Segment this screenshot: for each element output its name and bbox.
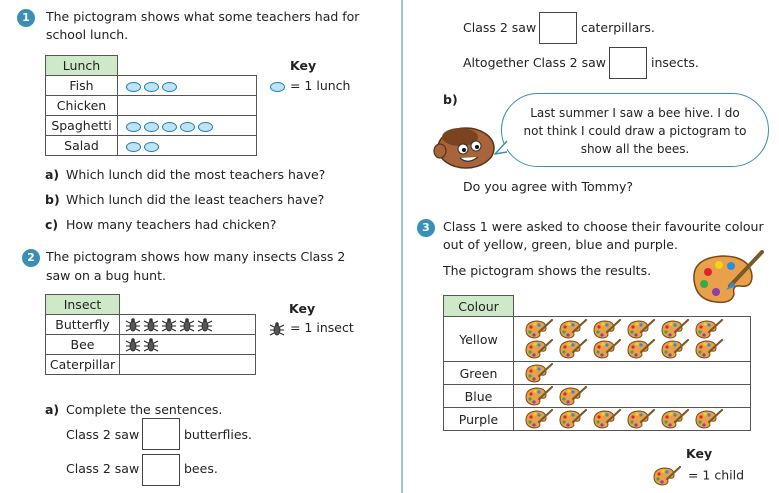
colour-row-label: Blue (444, 385, 514, 408)
lunch-row-label: Spaghetti (46, 116, 118, 136)
q1-b-text: Which lunch did the least teachers have? (66, 192, 325, 207)
bug-icon (142, 336, 160, 351)
paint-palette-icon (522, 321, 556, 336)
lunch-row-label: Fish (46, 76, 118, 96)
q2-b-question: Do you agree with Tommy? (463, 179, 634, 194)
plate-icon (198, 122, 213, 132)
lunch-row-icons (118, 76, 257, 96)
colour-pictogram-table (443, 295, 751, 431)
plate-icon (144, 82, 159, 92)
paint-palette-icon (556, 341, 590, 356)
question-2-number: 2 (22, 249, 40, 267)
q3-intro-line1: Class 1 were asked to choose their favourite colour (443, 219, 764, 234)
q2-key (268, 320, 354, 337)
colour-row-icons (514, 317, 751, 362)
q1-b-label: b) (45, 192, 60, 207)
q2-key-title: Key (289, 301, 316, 316)
paint-palette-icon (692, 321, 726, 336)
colour-row-label: Yellow (444, 317, 514, 362)
bubble-line-1: Last summer I saw a bee hive. I do (530, 106, 740, 120)
paint-palette-icon (624, 341, 658, 356)
bug-icon (124, 336, 142, 351)
bug-icon (178, 316, 196, 331)
insect-row-icons (120, 315, 256, 335)
insect-row-label: Caterpillar (46, 355, 120, 375)
insect-header: Insect (46, 295, 120, 315)
paint-palette-icon (658, 321, 692, 336)
plate-icon (126, 122, 141, 132)
colour-row-label: Green (444, 362, 514, 385)
q1-a-text: Which lunch did the most teachers have? (66, 167, 326, 182)
paint-palette-icon (624, 411, 658, 426)
q1-key-text: = 1 lunch (289, 78, 351, 93)
q1-c-text: How many teachers had chicken? (66, 217, 277, 232)
sentence-3-start: Class 2 saw (463, 20, 537, 35)
paint-palette-icon (556, 411, 590, 426)
lunch-pictogram-table (45, 55, 257, 156)
q2-a-label: a) (45, 402, 60, 417)
sentence-3-end: caterpillars. (581, 20, 655, 35)
paint-palette-icon (692, 341, 726, 356)
bug-icon (160, 316, 178, 331)
lunch-row-icons (118, 116, 257, 136)
colour-row-icons (514, 385, 751, 408)
paint-palette-icon (522, 388, 556, 403)
paint-palette-icon (650, 468, 684, 483)
q1-intro-line2: school lunch. (46, 27, 129, 42)
paint-palette-icon (658, 341, 692, 356)
colour-row-icons (514, 362, 751, 385)
sentence-2-start: Class 2 saw (66, 461, 140, 476)
colour-row-icons (514, 408, 751, 431)
q1-c-label: c) (45, 217, 59, 232)
paint-palette-icon (522, 365, 556, 380)
colour-row-label: Purple (444, 408, 514, 431)
bug-icon (268, 320, 286, 335)
q2-intro-line2: saw on a bug hunt. (46, 268, 166, 283)
speech-bubble-tail (494, 140, 508, 156)
q3-key-title: Key (686, 446, 713, 461)
page-divider (401, 0, 403, 493)
paint-palette-icon (590, 411, 624, 426)
plate-icon (144, 122, 159, 132)
lunch-row-label: Chicken (46, 96, 118, 116)
q1-key (268, 78, 350, 93)
q2-b-label: b) (443, 92, 458, 107)
plate-icon (162, 82, 177, 92)
question-1-number: 1 (17, 9, 35, 27)
paint-palette-icon (692, 411, 726, 426)
bug-icon (196, 316, 214, 331)
bug-icon (142, 316, 160, 331)
bubble-line-2: not think I could draw a pictogram to (523, 124, 747, 138)
q2-key-text: = 1 insect (289, 320, 354, 335)
paint-palette-icon (590, 341, 624, 356)
q3-key-text: = 1 child (687, 467, 745, 483)
q1-a-label: a) (45, 167, 60, 182)
plate-icon (180, 122, 195, 132)
question-3-number: 3 (417, 219, 435, 237)
q2-a-text: Complete the sentences. (66, 402, 223, 417)
paint-palette-icon (590, 321, 624, 336)
butterflies-answer-box[interactable] (142, 418, 180, 450)
paint-palette-icon (556, 321, 590, 336)
paint-palette-icon (522, 341, 556, 356)
q3-key (650, 466, 744, 486)
total-insects-answer-box[interactable] (609, 47, 647, 79)
paint-palette-icon (556, 388, 590, 403)
bees-answer-box[interactable] (142, 454, 180, 486)
insect-row-icons (120, 355, 256, 375)
q1-intro-line1: The pictogram shows what some teachers had for (46, 9, 360, 24)
plate-icon (126, 142, 141, 152)
q1-key-title: Key (290, 58, 317, 73)
q3-intro-line3: The pictogram shows the results. (443, 263, 652, 278)
colour-header: Colour (444, 296, 514, 317)
plate-icon (270, 82, 285, 92)
insect-row-label: Butterfly (46, 315, 120, 335)
bug-icon (124, 316, 142, 331)
paint-palette-icon (624, 321, 658, 336)
sentence-4-start: Altogether Class 2 saw (463, 55, 607, 70)
tommy-face-icon (430, 125, 500, 173)
q2-intro-line1: The pictogram shows how many insects Class 2 (46, 249, 346, 264)
tommy-speech-bubble (501, 93, 769, 167)
plate-icon (162, 122, 177, 132)
sentence-1-start: Class 2 saw (66, 427, 140, 442)
q3-intro-line2: out of yellow, green, blue and purple. (443, 237, 678, 252)
sentence-4-end: insects. (651, 55, 699, 70)
sentence-2-end: bees. (184, 461, 218, 476)
lunch-row-icons (118, 136, 257, 156)
caterpillars-answer-box[interactable] (539, 12, 577, 44)
plate-icon (126, 82, 141, 92)
bubble-line-3: show all the bees. (580, 142, 690, 156)
plate-icon (144, 142, 159, 152)
insect-pictogram-table (45, 294, 256, 375)
insect-row-label: Bee (46, 335, 120, 355)
lunch-header: Lunch (46, 56, 118, 76)
sentence-1-end: butterflies. (184, 427, 253, 442)
lunch-row-icons (118, 96, 257, 116)
paint-palette-icon (522, 411, 556, 426)
lunch-row-label: Salad (46, 136, 118, 156)
paint-palette-icon (658, 411, 692, 426)
insect-row-icons (120, 335, 256, 355)
